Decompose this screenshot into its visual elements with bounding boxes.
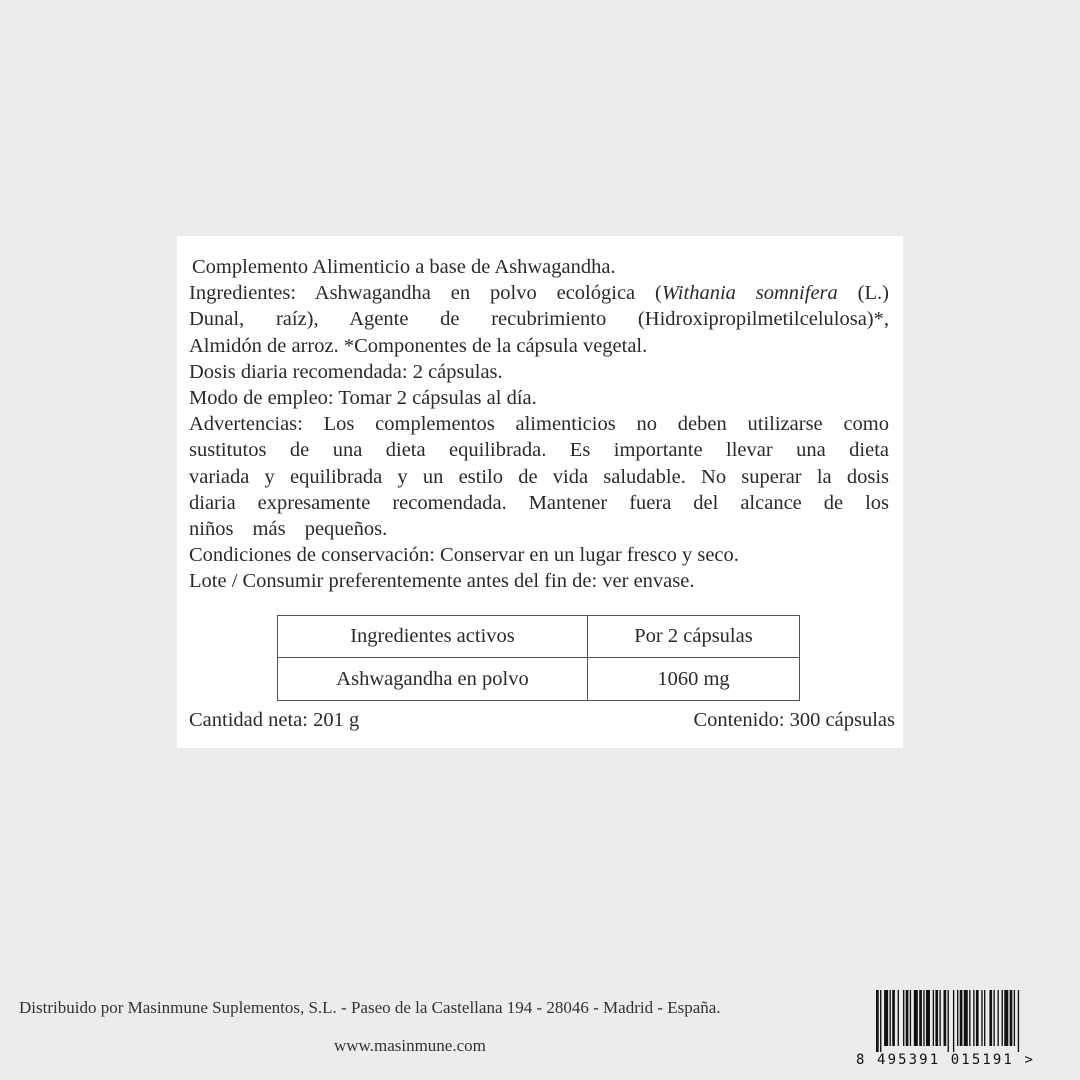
barcode-bar [903,990,904,1046]
label-text [189,254,889,595]
barcode-bar [964,990,968,1046]
ingredients-line-1 [189,280,889,306]
table-cell: 1060 mg [588,658,800,701]
barcode-bar [892,990,895,1046]
barcode-bar [919,990,922,1046]
storage-conditions: Condiciones de conservación: Conservar en un lugar fresco y seco. [189,544,739,567]
barcode-bar [884,990,888,1046]
table-cell: Ashwagandha en polvo [278,658,588,701]
distributor-info: Distribuido por Masinmune Suplementos, S.L. - Paseo de la Castellana 194 - 28046 - Madrid - España. [19,998,721,1017]
table-header-cell: Ingredientes activos [278,616,588,658]
barcode-digits: 8 495391 015191 > [856,1052,1035,1068]
barcode-bar [969,990,970,1046]
barcode-bar [948,990,949,1052]
capsule-count: Contenido: 300 cápsulas [693,709,895,731]
usage-instructions: Modo de empleo: Tomar 2 cápsulas al día. [189,387,537,410]
barcode-bar [993,990,994,1046]
barcode-bar [1004,990,1008,1046]
barcode-bar [960,990,963,1046]
barcode-bar [914,990,918,1046]
barcode-bar [976,990,979,1046]
barcode-bar [981,990,982,1046]
batch-info: Lote / Consumir preferentemente antes del fin de: ver envase. [189,570,695,593]
ingredients-prefix: Ingredientes: Ashwagandha en polvo ecológica ( [189,282,662,305]
barcode-bar [984,990,985,1046]
barcode-bar [910,990,911,1046]
product-label [177,236,903,748]
website-link[interactable]: www.masinmune.com [334,1036,486,1055]
warnings-line: variada y equilibrada y un estilo de vida saludable. No superar la dosis [189,465,889,488]
warnings-line: Advertencias: Los complementos alimenticios no deben utilizarse como [189,413,889,436]
barcode-bar [1018,990,1019,1052]
barcode-bar [998,990,999,1046]
barcode-bar [935,990,938,1046]
barcode-bar [1002,990,1003,1046]
barcode-bar [939,990,940,1046]
barcode-bar [906,990,909,1046]
barcode-bar [953,990,954,1052]
barcode-bars [856,990,1076,1052]
warnings-line: sustitutos de una dieta equilibrada. Es importante llevar una dieta [189,439,889,462]
barcode-bar [933,990,934,1046]
active-ingredients-table [277,615,800,701]
ingredients-line-3: Almidón de arroz. *Componentes de la cápsula vegetal. [189,334,648,357]
table-row [278,658,800,701]
latin-name: Withania somnifera [661,282,838,305]
ingredients-suffix: (L.) [837,282,889,305]
barcode-bar [876,990,879,1052]
warnings-line: niños más pequeños. [189,518,388,541]
barcode-bar [957,990,958,1046]
barcode-bar [944,990,947,1046]
barcode-bar [1010,990,1013,1046]
net-quantity: Cantidad neta: 201 g [189,709,360,731]
barcode-bar [898,990,899,1046]
daily-dose: Dosis diaria recomendada: 2 cápsulas. [189,360,503,383]
barcode-bar [973,990,974,1046]
barcode-bar [890,990,891,1046]
barcode [856,990,1076,1074]
barcode-bar [880,990,881,1052]
ingredients-line-2: Dunal, raíz), Agente de recubrimiento (Hidroxipropilmetilcelulosa)*, [189,308,889,331]
table-header-cell: Por 2 cápsulas [588,616,800,658]
product-title: Complemento Alimenticio a base de Ashwagandha. [192,256,616,278]
barcode-bar [1014,990,1015,1046]
warnings-line: diaria expresamente recomendada. Mantener fuera del alcance de los [189,491,889,514]
barcode-bar [926,990,930,1046]
table-header-row [278,616,800,658]
barcode-bar [989,990,992,1046]
barcode-bar [923,990,924,1046]
